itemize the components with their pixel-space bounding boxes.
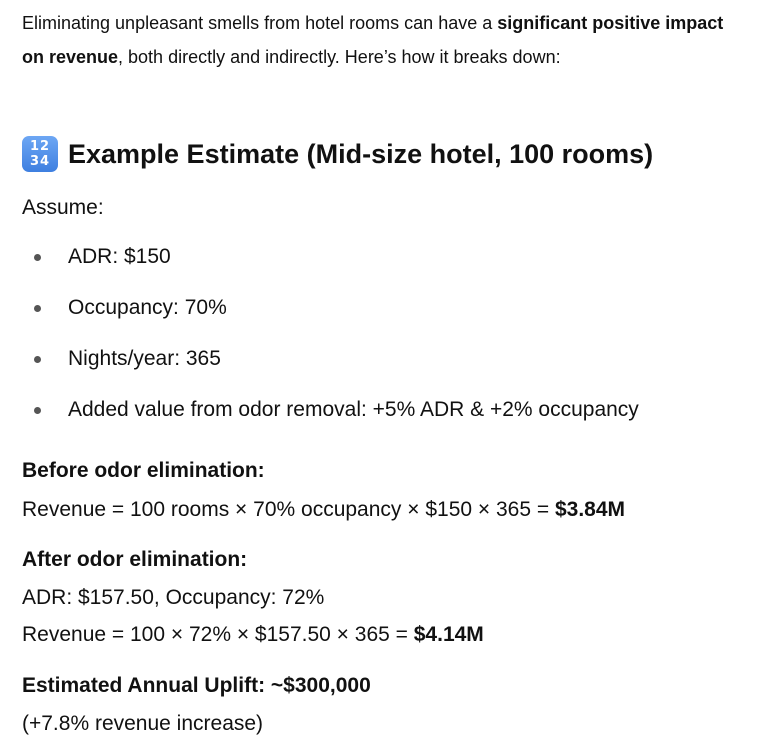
before-formula: Revenue = 100 rooms × 70% occupancy × $150 × 365 = $3.84M (22, 498, 626, 521)
list-item: Added value from odor removal: +5% ADR & +2% occupancy (0, 394, 639, 445)
intro-text-start: Eliminating unpleasant smells from hotel rooms can have a (22, 13, 498, 33)
assumption-list (0, 241, 639, 445)
after-formula: Revenue = 100 × 72% × $157.50 × 365 = $4.14M (22, 623, 484, 646)
before-result: $3.84M (554, 498, 626, 521)
list-item: Occupancy: 70% (0, 292, 639, 343)
intro-bold-text: significant positive impact on revenue (22, 13, 724, 67)
assume-label: Assume: (22, 196, 104, 219)
list-item: Nights/year: 365 (0, 343, 639, 394)
uplift-note: (+7.8% revenue increase) (22, 712, 264, 735)
section-heading (22, 134, 653, 174)
bullet-icon (34, 305, 41, 312)
before-heading: Before odor elimination: (22, 459, 265, 482)
bullet-icon (34, 407, 41, 414)
uplift-heading: Estimated Annual Uplift: ~$300,000 (22, 674, 371, 697)
intro-paragraph (22, 6, 742, 74)
bullet-icon (34, 254, 41, 261)
section-heading-text: Example Estimate (Mid-size hotel, 100 rooms) (68, 139, 654, 169)
after-result: $4.14M (413, 623, 484, 646)
bullet-icon (34, 356, 41, 363)
intro-text-end: , both directly and indirectly. Here’s how it breaks down: (118, 47, 561, 67)
input-numbers-icon: 12 34 (22, 136, 58, 172)
after-values: ADR: $157.50, Occupancy: 72% (22, 586, 325, 609)
after-heading: After odor elimination: (22, 548, 248, 571)
list-item: ADR: $150 (0, 241, 639, 292)
